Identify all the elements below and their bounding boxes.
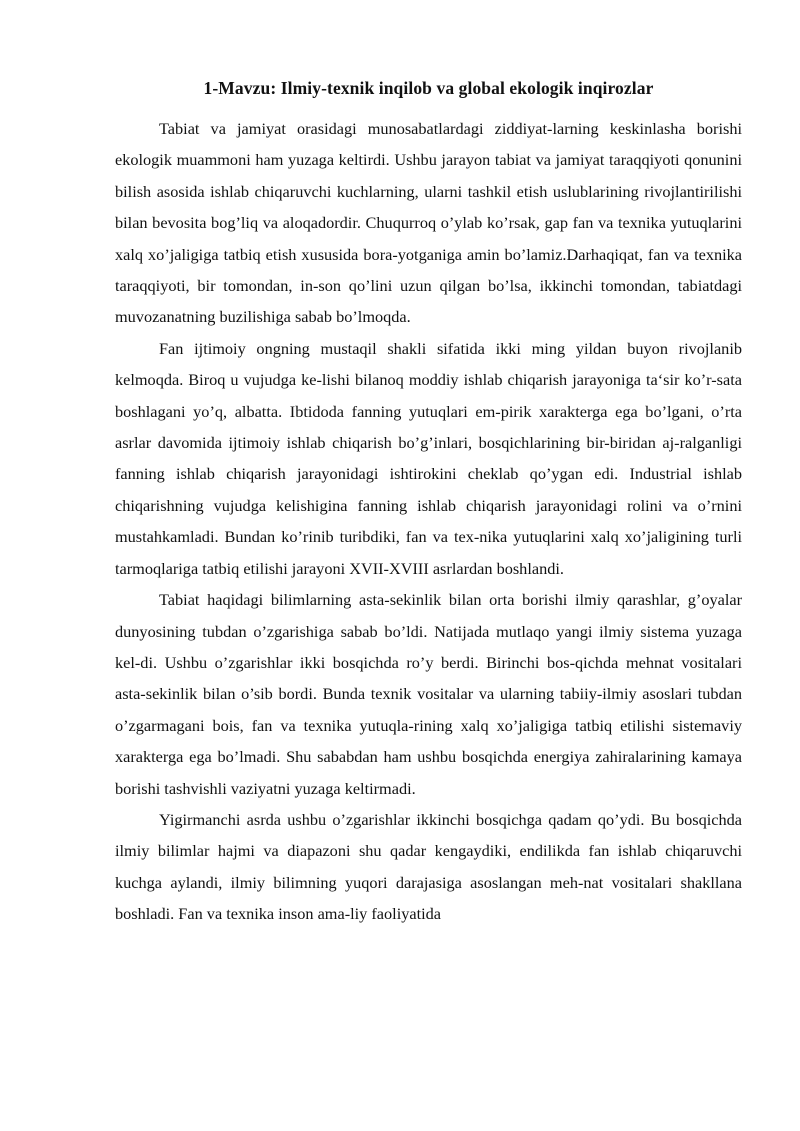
paragraph-1: Tabiat va jamiyat orasidagi munosabatlardagi ziddiyat-larning keskinlasha borishi ekologik muammoni ham yuzaga keltirdi. Ushbu jarayon tabiat va jamiyat taraqqiyoti qonunini bilish asosida ishlab chiqaruvchi kuchlarning, ularni tashkil etish uslublarining rivojlantirilishi bilan bevosita bog’liq va aloqadordir. Chuqurroq o’ylab ko’rsak, gap fan va texnika yutuqlarini xalq xo’jaligiga tatbiq etish xususida bora-yotganiga amin bo’lamiz.Darhaqiqat, fan va texnika taraqqiyoti, bir tomondan, in-son qo’lini uzun qilgan bo’lsa, ikkinchi tomondan, tabiatdagi muvozanatning buzilishiga sabab bo’lmoqda. — [115, 119, 742, 327]
document-title: 1-Mavzu: Ilmiy-texnik inqilob va global ekologik inqirozlar — [203, 78, 654, 98]
paragraph-4: Yigirmanchi asrda ushbu o’zgarishlar ikkinchi bosqichga qadam qo’ydi. Bu bosqichda ilmiy bilimlar hajmi va diapazoni shu qadar kengaydiki, endilikda fan ishlab chiqaruvchi kuchga aylandi, ilmiy bilimning yuqori darajasiga asoslangan meh-nat vositalari shakllana boshladi. Fan va texnika inson ama-liy faoliyatida — [115, 809, 742, 924]
paragraph-3: Tabiat haqidagi bilimlarning asta-sekinlik bilan orta borishi ilmiy qarashlar, g’oyalar dunyosining tubdan o’zgarishiga sabab bo’ldi. Natijada mutlaqo yangi ilmiy sistema yuzaga kel-di. Ushbu o’zgarishlar ikki bosqichda ro’y berdi. Birinchi bos-qichda mehnat vositalari asta-sekinlik bilan o’sib bordi. Bunda texnik vositalar va ularning tabiiy-ilmiy asoslari tubdan o’zgarmagani bois, fan va texnika yutuqla-rining xalq xo’jaligiga tatbiq etilishi sistemaviy xarakterga ega bo’lmadi. Shu sababdan ham ushbu bosqichda energiya zahiralarining kamaya borishi tashvishli vaziyatni yuzaga keltirmadi. — [115, 590, 742, 798]
document-body — [115, 74, 742, 930]
paragraph-2: Fan ijtimoiy ongning mustaqil shakli sifatida ikki ming yildan buyon rivojlanib kelmoqda. Biroq u vujudga ke-lishi bilanoq moddiy ishlab chiqarish jarayoniga ta‘sir ko’r-sata boshlagani yo’q, albatta. Ibtidoda fanning yutuqlari em-pirik xarakterga ega bo’lgani, o’rta asrlar davomida ijtimoiy ishlab chiqarish bo’g’inlari, bosqichlarining bir-biridan aj-ralganligi fanning ishlab chiqarish jarayonidagi ishtirokini cheklab qo’ygan edi. Industrial ishlab chiqarishning vujudga kelishigina fanning ishlab chiqarish jarayonidagi rolini va o’rnini mustahkamladi. Bundan ko’rinib turibdiki, fan va tex-nika yutuqlarini xalq xo’jaligining turli tarmoqlariga tatbiq etilishi jarayoni XVII-XVIII asrlardan boshlandi. — [115, 338, 742, 578]
